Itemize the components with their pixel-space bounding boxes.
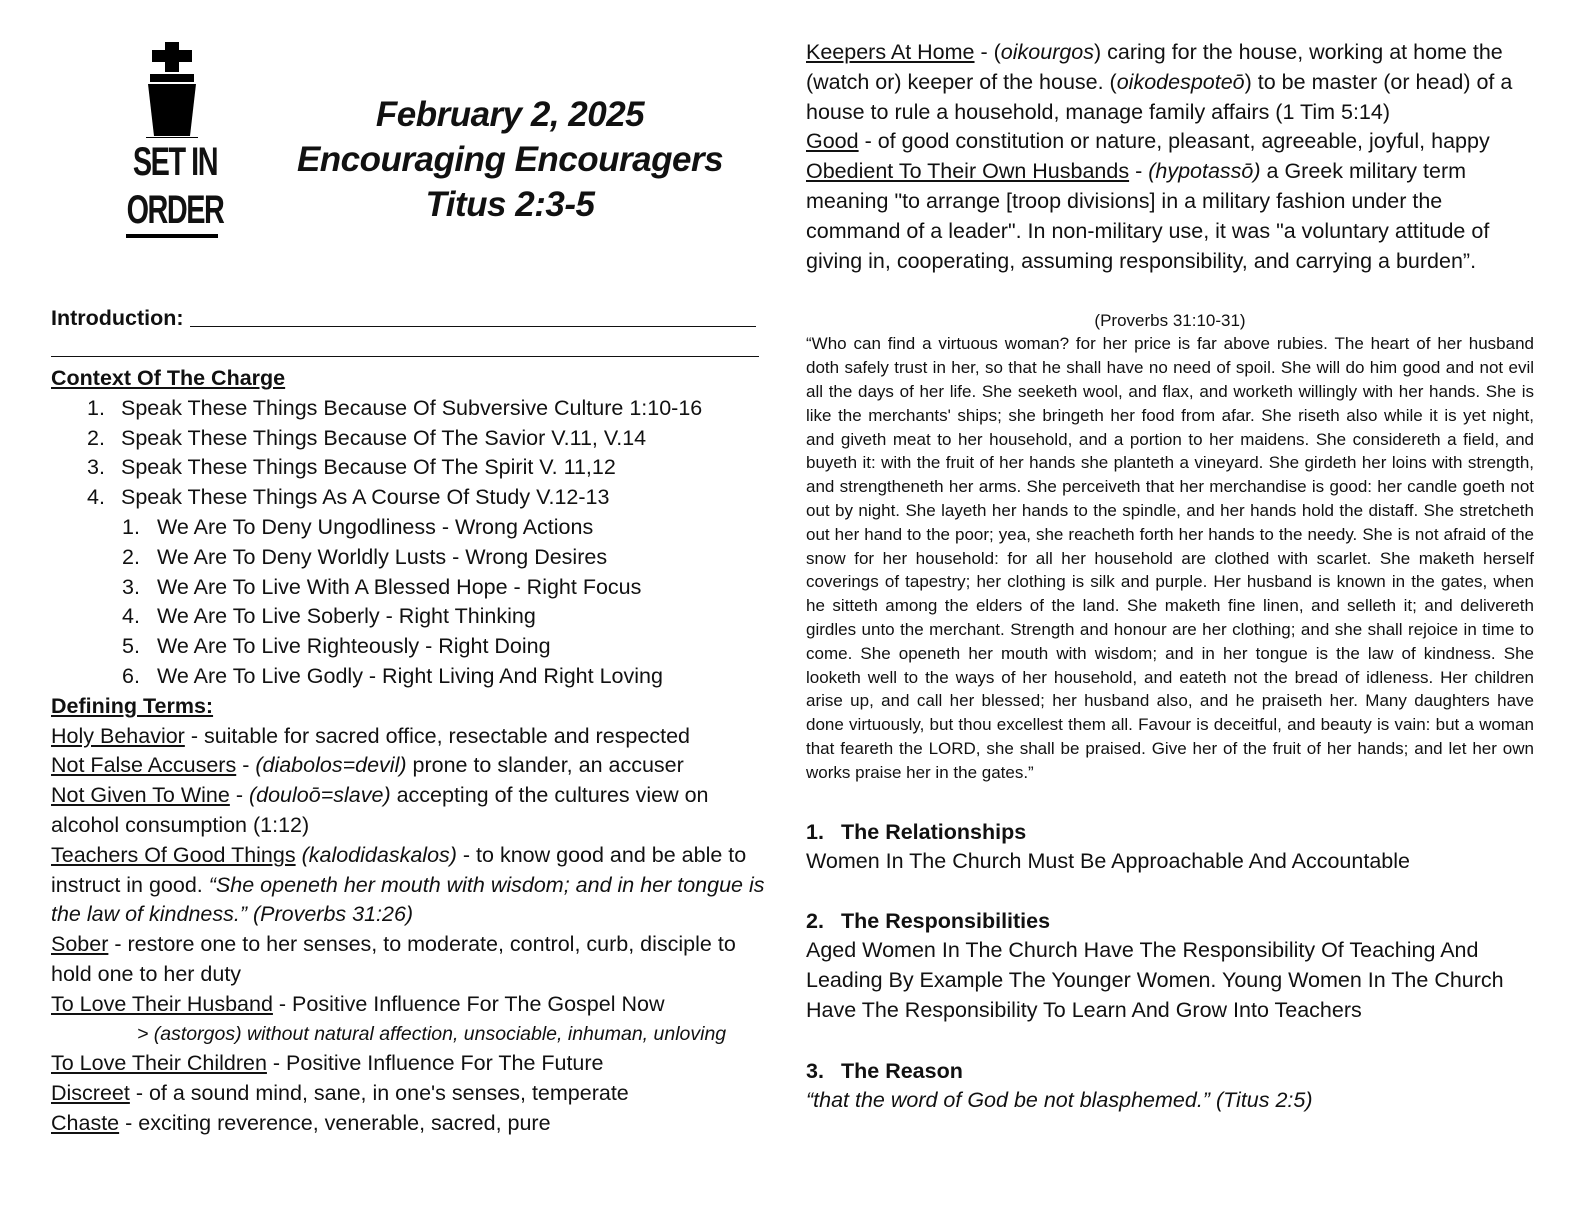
sermon-title: Encouraging Encouragers [296, 140, 724, 179]
list-item: 2. We Are To Deny Worldly Lusts - Wrong Desires [122, 544, 608, 569]
blank-line [51, 356, 759, 357]
term-to-love-their-husband: To Love Their Husband - Positive Influence For The Gospel Now [51, 991, 665, 1016]
term-discreet: Discreet - of a sound mind, sane, in one's senses, temperate [51, 1081, 629, 1106]
right-column [806, 38, 1534, 1116]
point-3-heading: 3. The Reason [806, 1058, 963, 1083]
study-sublist [51, 513, 771, 692]
term-keepers-at-home: Keepers At Home - (oikourgos) caring for the house, working at home the (watch or) keeper of the house. (oikodespoteō) to be master (or head) of a house to rule a household, manage family affairs (1 Tim 5:14) [806, 40, 1513, 124]
sermon-scripture: Titus 2:3-5 [425, 185, 595, 224]
term-holy-behavior: Holy Behavior - suitable for sacred office, resectable and respected [51, 723, 690, 748]
point-2-heading: 2. The Responsibilities [806, 909, 1051, 934]
sermon-date: February 2, 2025 [375, 95, 645, 134]
list-item: 6. We Are To Live Godly - Right Living And Right Loving [122, 663, 663, 688]
term-not-given-to-wine: Not Given To Wine - (douloō=slave) accepting of the cultures view on alcohol consumption (1:12) [51, 783, 709, 837]
context-heading: Context Of The Charge [51, 366, 286, 390]
point-1-body: Women In The Church Must Be Approachable And Accountable [806, 848, 1410, 873]
proverbs-reference: (Proverbs 31:10-31) [1094, 311, 1246, 331]
list-item: 1. Speak These Things Because Of Subversive Culture 1:10-16 [87, 395, 703, 420]
term-good: Good - of good constitution or nature, pleasant, agreeable, joyful, happy [806, 129, 1490, 154]
context-list [51, 394, 771, 513]
introduction-blank [190, 326, 756, 327]
logo [90, 40, 260, 245]
list-item: 2. Speak These Things Because Of The Savior V.11, V.14 [87, 425, 647, 450]
term-chaste: Chaste - exciting reverence, venerable, sacred, pure [51, 1110, 551, 1135]
term-teachers-of-good-things: Teachers Of Good Things (kalodidaskalos) - to know good and be able to instruct in good. “She openeth her mouth with wisdom; and in her tongue is the law of kindness.” (Proverbs 31:26) [51, 842, 765, 927]
term-obedient: Obedient To Their Own Husbands - (hypotassō) a Greek military term meaning "to arrange [troop divisions] in a military fashion under the command of a leader". In non-military use, it was "a voluntary attitude of giving in, cooperating, assuming responsibility, and carrying a burden”. [806, 159, 1490, 273]
list-item: 3. We Are To Live With A Blessed Hope - Right Focus [122, 574, 642, 599]
introduction-label: Introduction: [51, 306, 184, 330]
left-column [51, 364, 771, 1139]
point-2-body: Aged Women In The Church Have The Responsibility Of Teaching And Leading By Example The Younger Women. Young Women In The Church Have The Responsibility To Learn And Grow Into Teachers [806, 938, 1504, 1022]
point-3-body: “that the word of God be not blasphemed.” (Titus 2:5) [806, 1087, 1313, 1112]
term-sober: Sober - restore one to her senses, to moderate, control, curb, disciple to hold one to her duty [51, 932, 736, 986]
proverbs-passage: “Who can find a virtuous woman? for her price is far above rubies. The heart of her husband doth safely trust in her, so that he shall have no need of spoil. She will do him good and not evil all the days of her life. She seeketh wool, and flax, and worketh willingly with her hands. She is like the merchants' ships; she bringeth her food from afar. She riseth also while it is yet night, and giveth meat to her household, and a portion to her maidens. She considereth a field, and buyeth it: with the fruit of her hands she planteth a vineyard. She girdeth her loins with strength, and strengtheneth her arms. She perceiveth that her merchandise is good: her candle goeth not out by night. She layeth her hands to the spindle, and her hands hold the distaff. She stretcheth out her hand to the poor; yea, she reacheth forth her hands to the needy. She is not afraid of the snow for her household: for all her household are clothed with scarlet. She maketh herself coverings of tapestry; her clothing is silk and purple. Her husband is known in the gates, when he sitteth among the elders of the land. She maketh fine linen, and selleth it; and delivereth girdles unto the merchant. Strength and honour are her clothing; and she shall rejoice in time to come. She openeth her mouth with wisdom; and in her tongue is the law of kindness. She looketh well to the ways of her household, and eateth not the bread of idleness. Her children arise up, and call her blessed; her husband also, and he praiseth her. Many daughters have done virtuously, but thou excellest them all. Favour is deceitful, and beauty is vain: but a woman that feareth the LORD, she shall be praised. Give her of the fruit of her hands; and let her own works praise her in the gates.” [806, 334, 1534, 782]
logo-text: SET IN ORDER [114, 138, 236, 234]
list-item: 5. We Are To Live Righteously - Right Doing [122, 634, 551, 659]
term-to-love-their-children: To Love Their Children - Positive Influence For The Future [51, 1051, 604, 1076]
list-item: 3. Speak These Things Because Of The Spirit V. 11,12 [87, 455, 616, 480]
list-item: 1. We Are To Deny Ungodliness - Wrong Actions [122, 514, 594, 539]
introduction-line [51, 303, 761, 333]
astorgos-note: > (astorgos) without natural affection, unsociable, inhuman, unloving [137, 1022, 727, 1045]
point-1-heading: 1. The Relationships [806, 819, 1027, 844]
term-not-false-accusers: Not False Accusers - (diabolos=devil) prone to slander, an accuser [51, 753, 684, 778]
terms-heading: Defining Terms: [51, 693, 214, 718]
list-item: 4. Speak These Things As A Course Of Study V.12-13 [87, 485, 610, 510]
header [290, 92, 730, 227]
list-item: 4. We Are To Live Soberly - Right Thinking [122, 604, 536, 629]
